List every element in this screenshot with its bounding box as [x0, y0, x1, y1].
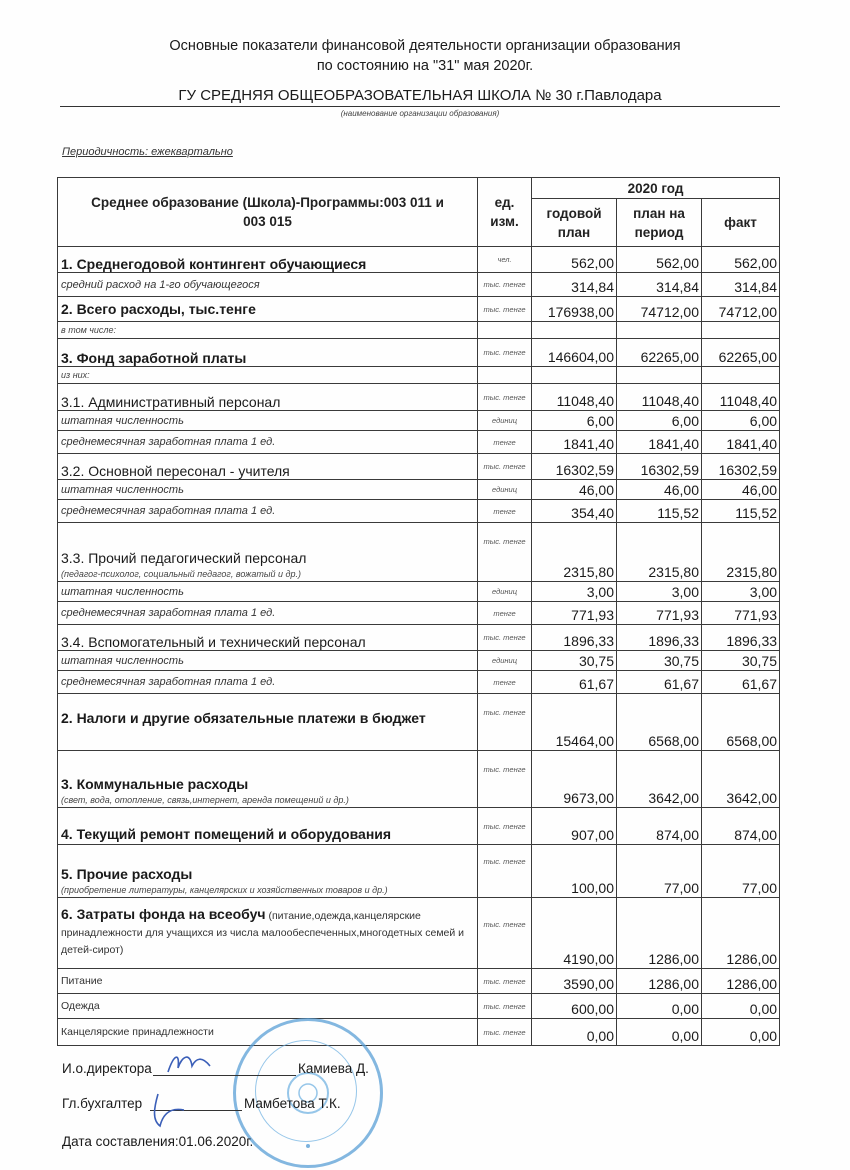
cell-annual: 1841,40 [532, 431, 617, 454]
table-row [58, 500, 780, 523]
cell-period: 874,00 [617, 808, 702, 845]
table-row [58, 651, 780, 671]
cell-annual: 562,00 [532, 247, 617, 273]
table-row [58, 480, 780, 500]
table-row [58, 845, 780, 898]
cell-period: 62265,00 [617, 339, 702, 367]
cell-period: 3642,00 [617, 751, 702, 808]
row-unit [478, 367, 532, 384]
row-unit: единиц [478, 480, 532, 500]
row-label: штатная численность [58, 480, 478, 500]
cell-annual: 354,40 [532, 500, 617, 523]
row-label: 3.4. Вспомогательный и технический персонал [58, 625, 478, 651]
row-unit: тыс. тенге [478, 625, 532, 651]
header-period-plan: план на период [617, 199, 702, 247]
row-label: штатная численность [58, 651, 478, 671]
row-unit: тыс. тенге [478, 845, 532, 898]
cell-fact: 562,00 [702, 247, 780, 273]
header-fact: факт [702, 199, 780, 247]
cell-annual: 11048,40 [532, 384, 617, 411]
header-program: Среднее образование (Школа)-Программы:003 011 и 003 015 [58, 178, 478, 247]
row-label: 5. Прочие расходы [61, 866, 193, 882]
table-row [58, 1019, 780, 1046]
header-year: 2020 год [532, 178, 780, 199]
cell-fact: 314,84 [702, 273, 780, 297]
row-label-cell [58, 751, 478, 808]
accountant-signature-icon [144, 1090, 194, 1130]
row-unit: тыс. тенге [478, 339, 532, 367]
cell-annual: 146604,00 [532, 339, 617, 367]
cell-period: 61,67 [617, 671, 702, 694]
cell-fact: 1286,00 [702, 969, 780, 994]
cell-fact: 6,00 [702, 411, 780, 431]
header-annual-plan: годовой план [532, 199, 617, 247]
row-label: 3. Фонд заработной платы [58, 339, 478, 367]
report-title-line2: по состоянию на "31" мая 2020г. [316, 58, 534, 74]
row-unit: единиц [478, 411, 532, 431]
row-sublabel: (педагог-психолог, социальный педагог, вожатый и др.) [61, 569, 301, 579]
row-unit: тыс. тенге [478, 969, 532, 994]
cell-period: 771,93 [617, 602, 702, 625]
table-row [58, 602, 780, 625]
cell-annual: 9673,00 [532, 751, 617, 808]
table-row [58, 273, 780, 297]
row-label: Одежда [58, 994, 478, 1019]
cell-annual: 600,00 [532, 994, 617, 1019]
row-unit: тыс. тенге [478, 694, 532, 751]
row-label: в том числе: [58, 322, 478, 339]
cell-annual: 1896,33 [532, 625, 617, 651]
row-label: 3.2. Основной пересонал - учителя [58, 454, 478, 480]
table-row [58, 247, 780, 273]
row-unit: тыс. тенге [478, 751, 532, 808]
stamp-emblem-icon [233, 1018, 383, 1168]
row-unit: единиц [478, 582, 532, 602]
cell-period: 77,00 [617, 845, 702, 898]
row-unit: тенге [478, 431, 532, 454]
row-label: среднемесячная заработная плата 1 ед. [58, 602, 478, 625]
table-row [58, 384, 780, 411]
row-unit: тыс. тенге [478, 454, 532, 480]
director-name: Камиева Д. [298, 1061, 369, 1076]
header-unit: ед. изм. [478, 178, 532, 247]
row-unit: тенге [478, 671, 532, 694]
cell-period: 314,84 [617, 273, 702, 297]
row-label: средний расход на 1-го обучающегося [58, 273, 478, 297]
row-label: 6. Затраты фонда на всеобуч [61, 905, 266, 922]
cell-annual: 30,75 [532, 651, 617, 671]
cell-annual: 907,00 [532, 808, 617, 845]
cell-fact: 77,00 [702, 845, 780, 898]
cell-annual: 6,00 [532, 411, 617, 431]
cell-fact [702, 322, 780, 339]
row-label: среднемесячная заработная плата 1 ед. [58, 431, 478, 454]
row-label: штатная численность [58, 411, 478, 431]
cell-fact: 3,00 [702, 582, 780, 602]
cell-annual: 4190,00 [532, 898, 617, 969]
cell-fact [702, 367, 780, 384]
table-row [58, 694, 780, 751]
row-unit [478, 322, 532, 339]
table-row [58, 994, 780, 1019]
row-sublabel: (свет, вода, отопление, связь,интернет, арендa помещений и др.) [61, 795, 349, 805]
row-label: 2. Налоги и другие обязательные платежи в бюджет [58, 694, 478, 751]
cell-annual: 61,67 [532, 671, 617, 694]
cell-fact: 1286,00 [702, 898, 780, 969]
cell-annual: 2315,80 [532, 523, 617, 582]
cell-period: 16302,59 [617, 454, 702, 480]
row-label: 1. Среднегодовой контингент обучающиеся [58, 247, 478, 273]
row-label: 4. Текущий ремонт помещений и оборудования [58, 808, 478, 845]
table-row [58, 339, 780, 367]
row-label-cell [58, 898, 478, 969]
row-unit: тыс. тенге [478, 994, 532, 1019]
table-row [58, 751, 780, 808]
cell-period [617, 322, 702, 339]
cell-annual [532, 322, 617, 339]
row-unit: тыс. тенге [478, 1019, 532, 1046]
table-row [58, 969, 780, 994]
row-unit: тыс. тенге [478, 273, 532, 297]
cell-fact: 1896,33 [702, 625, 780, 651]
cell-period: 1841,40 [617, 431, 702, 454]
row-label: 3.1. Административный персонал [58, 384, 478, 411]
cell-period: 115,52 [617, 500, 702, 523]
cell-annual: 16302,59 [532, 454, 617, 480]
cell-period [617, 367, 702, 384]
cell-annual: 771,93 [532, 602, 617, 625]
organization-caption: (наименование организации образования) [340, 109, 500, 118]
row-label: 3. Коммунальные расходы [61, 776, 249, 792]
table-row [58, 808, 780, 845]
row-label: штатная численность [58, 582, 478, 602]
accountant-label: Гл.бухгалтер [62, 1096, 143, 1111]
row-unit: единиц [478, 651, 532, 671]
cell-fact: 11048,40 [702, 384, 780, 411]
table-row [58, 898, 780, 969]
row-label-cell [58, 523, 478, 582]
row-unit: тыс. тенге [478, 898, 532, 969]
cell-fact: 771,93 [702, 602, 780, 625]
cell-fact: 61,67 [702, 671, 780, 694]
cell-period: 6568,00 [617, 694, 702, 751]
cell-annual: 314,84 [532, 273, 617, 297]
table-row [58, 297, 780, 322]
row-label: 2. Всего расходы, тыс.тенге [58, 297, 478, 322]
cell-annual: 3590,00 [532, 969, 617, 994]
cell-fact: 0,00 [702, 1019, 780, 1046]
row-unit: тыс. тенге [478, 384, 532, 411]
cell-annual: 15464,00 [532, 694, 617, 751]
cell-period: 2315,80 [617, 523, 702, 582]
cell-period: 11048,40 [617, 384, 702, 411]
cell-period: 1896,33 [617, 625, 702, 651]
table-row [58, 411, 780, 431]
accountant-name: Мамбетова Т.К. [244, 1096, 341, 1111]
cell-fact: 115,52 [702, 500, 780, 523]
cell-fact: 30,75 [702, 651, 780, 671]
cell-annual: 176938,00 [532, 297, 617, 322]
row-unit: тыс. тенге [478, 297, 532, 322]
cell-period: 0,00 [617, 1019, 702, 1046]
table-row [58, 454, 780, 480]
cell-period: 1286,00 [617, 898, 702, 969]
cell-fact: 62265,00 [702, 339, 780, 367]
row-unit: тенге [478, 602, 532, 625]
cell-period: 30,75 [617, 651, 702, 671]
table-row [58, 367, 780, 384]
cell-fact: 2315,80 [702, 523, 780, 582]
row-label: 3.3. Прочий педагогический персонал [61, 550, 307, 566]
cell-period: 3,00 [617, 582, 702, 602]
periodicity: Периодичность: ежеквартально [62, 146, 233, 158]
row-unit: тыс. тенге [478, 808, 532, 845]
table-row [58, 322, 780, 339]
table-row [58, 431, 780, 454]
table-row [58, 625, 780, 651]
cell-fact: 6568,00 [702, 694, 780, 751]
row-label: Канцелярские принадлежности [58, 1019, 478, 1046]
cell-annual: 0,00 [532, 1019, 617, 1046]
row-unit: тенге [478, 500, 532, 523]
director-label: И.о.директора [62, 1061, 152, 1076]
cell-fact: 74712,00 [702, 297, 780, 322]
cell-period: 6,00 [617, 411, 702, 431]
row-label: среднемесячная заработная плата 1 ед. [58, 671, 478, 694]
report-title-line1: Основные показатели финансовой деятельности организации образования [169, 38, 681, 54]
cell-fact: 0,00 [702, 994, 780, 1019]
table-row [58, 523, 780, 582]
financial-indicators-table [57, 177, 780, 1046]
director-signature-icon [160, 1048, 220, 1080]
cell-period: 0,00 [617, 994, 702, 1019]
cell-period: 46,00 [617, 480, 702, 500]
cell-fact: 46,00 [702, 480, 780, 500]
row-unit: чел. [478, 247, 532, 273]
row-label-cell [58, 845, 478, 898]
table-row [58, 671, 780, 694]
row-label: из них: [58, 367, 478, 384]
row-label: среднемесячная заработная плата 1 ед. [58, 500, 478, 523]
cell-period: 74712,00 [617, 297, 702, 322]
cell-fact: 3642,00 [702, 751, 780, 808]
cell-period: 562,00 [617, 247, 702, 273]
table-row [58, 582, 780, 602]
cell-fact: 16302,59 [702, 454, 780, 480]
cell-annual: 46,00 [532, 480, 617, 500]
cell-annual: 100,00 [532, 845, 617, 898]
row-sublabel: (питание,одежда,канцелярские принадлежности для учащихся из числа малообеспеченных,многодетных семей и детей-сирот) [61, 909, 465, 956]
cell-fact: 1841,40 [702, 431, 780, 454]
cell-period: 1286,00 [617, 969, 702, 994]
cell-annual [532, 367, 617, 384]
row-sublabel: (приобретение литературы, канцелярских и хозяйственных товаров и др.) [61, 885, 388, 895]
row-unit: тыс. тенге [478, 523, 532, 582]
compilation-date: Дата составления:01.06.2020г. [62, 1134, 254, 1149]
row-label: Питание [58, 969, 478, 994]
cell-fact: 874,00 [702, 808, 780, 845]
cell-annual: 3,00 [532, 582, 617, 602]
organization-name: ГУ СРЕДНЯЯ ОБЩЕОБРАЗОВАТЕЛЬНАЯ ШКОЛА № 30 г.Павлодара [60, 87, 780, 107]
